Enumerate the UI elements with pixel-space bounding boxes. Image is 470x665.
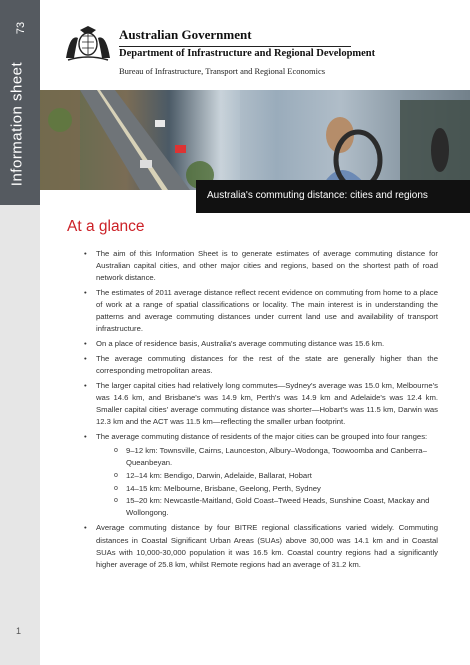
government-title: Australian Government	[119, 27, 252, 42]
bureau-name: Bureau of Infrastructure, Transport and Regional Economics	[119, 66, 326, 76]
circle-bullet-icon: o	[114, 484, 118, 492]
bullet-icon: •	[84, 523, 87, 533]
list-item-text: The larger capital cities had relatively long commutes—Sydney's average was 15.0 km, Melbourne's was 14.6 km, and Brisbane's was 14.9 km, Perth's was 14.9 km and Adelaide's was 12.4 km. Smaller capital cities' average commuting distance was shorter—Hobart's was 11.5 km, Darwin was 12.3 km and the ACT was 11.5 km—reflecting the smaller urban footprint.	[96, 381, 438, 427]
coat-of-arms-icon	[62, 24, 114, 64]
list-item	[84, 248, 438, 284]
range-item	[114, 470, 438, 482]
range-item-text: 9–12 km: Townsville, Cairns, Launceston, Albury–Wodonga, Toowoomba and Canberra–Queanbeyan.	[126, 446, 427, 468]
range-item-text: 15–20 km: Newcastle-Maitland, Gold Coast–Tweed Heads, Sunshine Coast, Mackay and Wollongong.	[126, 496, 430, 518]
list-item-text: The average commuting distances for the rest of the state are generally higher than the corresponding metropolitan areas.	[96, 354, 438, 376]
bullet-icon: •	[84, 354, 87, 364]
circle-bullet-icon: o	[114, 472, 118, 480]
page-number: 73	[15, 21, 27, 35]
circle-bullet-icon: o	[114, 447, 118, 455]
range-item	[114, 445, 438, 469]
department-name: Department of Infrastructure and Regional Development	[119, 48, 376, 59]
summary-list	[84, 248, 438, 574]
bullet-icon: •	[84, 288, 87, 298]
list-item	[84, 338, 438, 350]
circle-bullet-icon: o	[114, 497, 118, 505]
range-item-text: 14–15 km: Melbourne, Brisbane, Geelong, Perth, Sydney	[126, 483, 321, 493]
range-item	[114, 483, 438, 495]
list-item-text: The average commuting distance of residents of the major cities can be grouped into four ranges:	[96, 432, 428, 442]
range-list	[96, 445, 438, 519]
list-item	[84, 353, 438, 377]
banner-caption: Australia's commuting distance: cities and regions	[207, 190, 428, 201]
section-heading: At a glance	[67, 218, 145, 235]
bullet-icon: •	[84, 249, 87, 258]
list-item-text: The estimates of 2011 average distance reflect recent evidence on commuting from home to a place of work at a range of spatial classifications or locality. The main interest is in understanding the patterns and average commuting distances under current land use and availability of transport infrastructure.	[96, 288, 438, 334]
list-item	[84, 522, 438, 570]
sidebar-label: Information sheet	[8, 61, 26, 187]
list-item	[84, 380, 438, 428]
bullet-icon: •	[84, 381, 87, 391]
list-item-text: On a place of residence basis, Australia's average commuting distance was 15.6 km.	[96, 339, 385, 349]
list-item-text: Average commuting distance by four BITRE regional classifications varied widely. Commuting distances in Coastal Significant Urban Areas (SUAs) above 30,000 was 14.1 km and in Coastal SUAs with 10,000-30,000 population it was 16.5 km. Coastal country regions had a significantly higher average of 25.8 km, whilst Remote regions had an average of 31.2 km.	[96, 523, 438, 569]
list-item	[84, 431, 438, 519]
footer-page-number: 1	[16, 626, 22, 636]
banner-photo-illustration	[40, 90, 470, 190]
range-item	[114, 495, 438, 519]
bullet-icon: •	[84, 432, 87, 442]
list-item-text: The aim of this Information Sheet is to generate estimates of average commuting distance for Australian capital cities, and other major cities and regions, based on the shortest path of road network distance.	[96, 249, 438, 283]
header-divider	[119, 46, 351, 47]
banner-photo	[40, 90, 470, 190]
bullet-icon: •	[84, 339, 87, 349]
range-item-text: 12–14 km: Bendigo, Darwin, Adelaide, Ballarat, Hobart	[126, 471, 312, 481]
list-item	[84, 287, 438, 335]
